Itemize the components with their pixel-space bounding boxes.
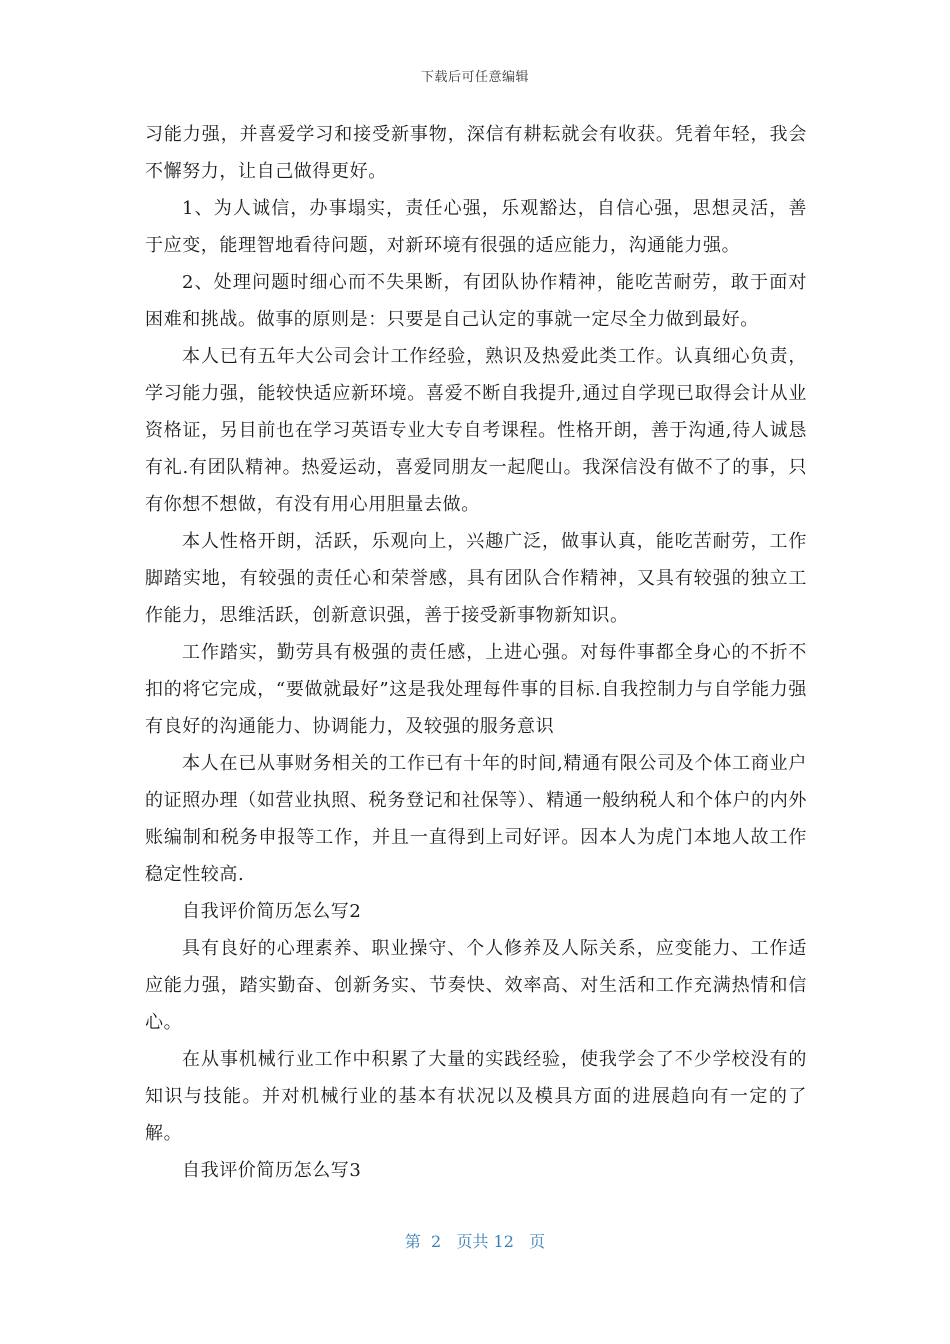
paragraph: 具有良好的心理素养、职业操守、个人修养及人际关系，应变能力、工作适应能力强，踏实勤奋、创新务实、节奏快、效率高、对生活和工作充满热情和信心。 xyxy=(145,938,807,1033)
paragraph: 1、为人诚信，办事塌实，责任心强，乐观豁达，自信心强，思想灵活，善于应变，能理智地看待问题，对新环境有很强的适应能力，沟通能力强。 xyxy=(145,198,807,256)
section-heading: 自我评价简历怎么写3 xyxy=(182,1160,362,1181)
paragraph: 本人在已从事财务相关的工作已有十年的时间,精通有限公司及个体工商业户的证照办理（如营业执照、税务登记和社保等）、精通一般纳税人和个体户的内外账编制和税务申报等工作，并且一直得到上司好评。因本人为虎门本地人故工作稳定性较高. xyxy=(145,753,807,885)
page-number-footer: 第 2 页共 12 页 xyxy=(404,1232,546,1251)
paragraph: 本人性格开朗，活跃，乐观向上，兴趣广泛，做事认真，能吃苦耐劳，工作脚踏实地，有较强的责任心和荣誉感，具有团队合作精神，又具有较强的独立工作能力，思维活跃，创新意识强，善于接受新事物新知识。 xyxy=(145,531,807,626)
paragraph: 工作踏实，勤劳具有极强的责任感，上进心强。对每件事都全身心的不折不扣的将它完成，“要做就最好”这是我处理每件事的目标.自我控制力与自学能力强有良好的沟通能力、协调能力，及较强的服务意识 xyxy=(145,642,807,737)
paragraph: 本人已有五年大公司会计工作经验，熟识及热爱此类工作。认真细心负责，学习能力强，能较快适应新环境。喜爱不断自我提升,通过自学现已取得会计从业资格证，另目前也在学习英语专业大专自考课程。性格开朗，善于沟通,待人诚恳有礼.有团队精神。热爱运动，喜爱同朋友一起爬山。我深信没有做不了的事，只有你想不想做，有没有用心用胆量去做。 xyxy=(145,346,807,515)
paragraph: 在从事机械行业工作中积累了大量的实践经验，使我学会了不少学校没有的知识与技能。并对机械行业的基本有状况以及模具方面的进展趋向有一定的了解。 xyxy=(145,1049,807,1144)
page-header: 下载后可任意编辑 xyxy=(420,70,529,85)
section-heading: 自我评价简历怎么写2 xyxy=(182,901,362,922)
paragraph: 习能力强，并喜爱学习和接受新事物，深信有耕耘就会有收获。凭着年轻，我会不懈努力，让自己做得更好。 xyxy=(145,124,807,182)
document-body xyxy=(145,116,807,1189)
paragraph: 2、处理问题时细心而不失果断，有团队协作精神，能吃苦耐劳，敢于面对困难和挑战。做事的原则是：只要是自己认定的事就一定尽全力做到最好。 xyxy=(145,272,807,330)
